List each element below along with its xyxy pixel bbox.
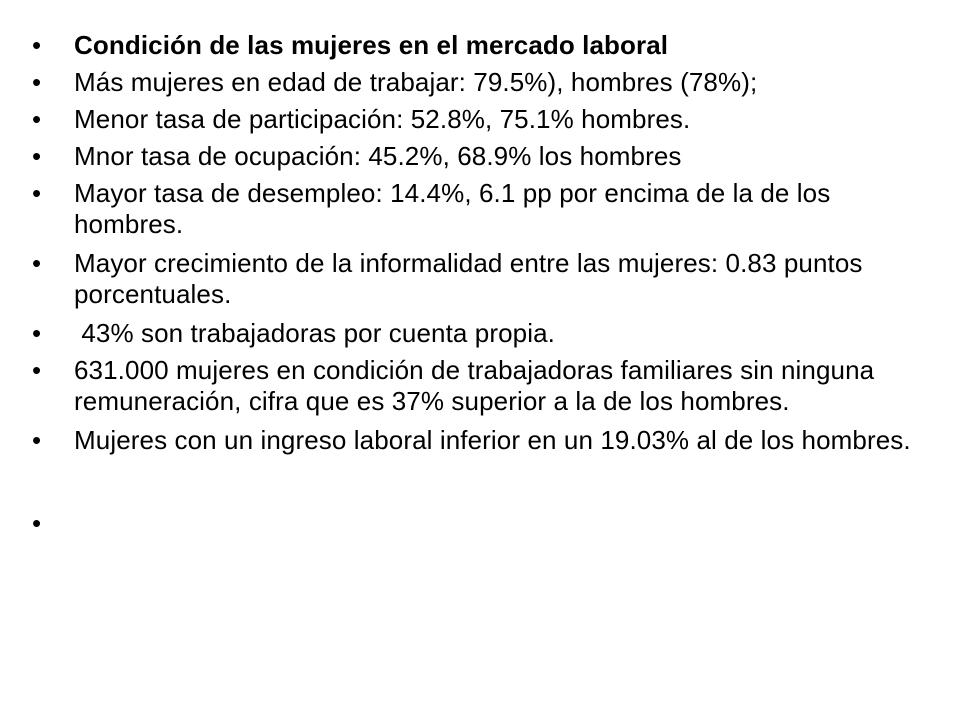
bullet-text-income-gap: Mujeres con un ingreso laboral inferior en un 19.03% al de los hombres. <box>74 425 911 455</box>
bullet-dot-icon: • <box>32 178 42 208</box>
bullet-text-occupation: Mnor tasa de ocupación: 45.2%, 68.9% los hombres <box>74 141 682 171</box>
bullet-text-unemployment: Mayor tasa de desempleo: 14.4%, 6.1 pp por encima de la de los hombres. <box>74 178 831 239</box>
bullet-item-informality <box>32 248 932 310</box>
bullet-item-unemployment <box>32 178 932 240</box>
bullet-item-family-workers <box>32 355 932 417</box>
bullet-dot-icon: • <box>32 508 42 538</box>
bullet-text-informality: Mayor crecimiento de la informalidad entre las mujeres: 0.83 puntos porcentuales. <box>74 248 863 309</box>
bullet-dot-icon: • <box>32 318 42 348</box>
bullet-text-self-employed: 43% son trabajadoras por cuenta propia. <box>74 318 555 348</box>
bullet-dot-icon: • <box>32 355 42 385</box>
bullet-item-working-age <box>32 67 932 98</box>
bullet-item-empty <box>32 508 932 539</box>
bullet-dot-icon: • <box>32 104 42 134</box>
bullet-item-heading <box>32 30 932 61</box>
bullet-item-occupation <box>32 141 932 172</box>
bullet-dot-icon: • <box>32 141 42 171</box>
bullet-item-self-employed <box>32 318 932 349</box>
bullet-item-participation <box>32 104 932 135</box>
bullet-item-income-gap <box>32 425 932 456</box>
bullet-text-working-age: Más mujeres en edad de trabajar: 79.5%), hombres (78%); <box>74 67 758 97</box>
bullet-dot-icon: • <box>32 30 42 60</box>
bullet-text-participation: Menor tasa de participación: 52.8%, 75.1% hombres. <box>74 104 691 134</box>
bullet-dot-icon: • <box>32 425 42 455</box>
bullet-dot-icon: • <box>32 67 42 97</box>
bullet-dot-icon: • <box>32 248 42 278</box>
bullet-text-family-workers: 631.000 mujeres en condición de trabajadoras familiares sin ninguna remuneración, cifra que es 37% superior a la de los hombres. <box>74 355 875 416</box>
bullet-text-heading: Condición de las mujeres en el mercado laboral <box>74 30 669 60</box>
bullet-list <box>32 30 932 545</box>
